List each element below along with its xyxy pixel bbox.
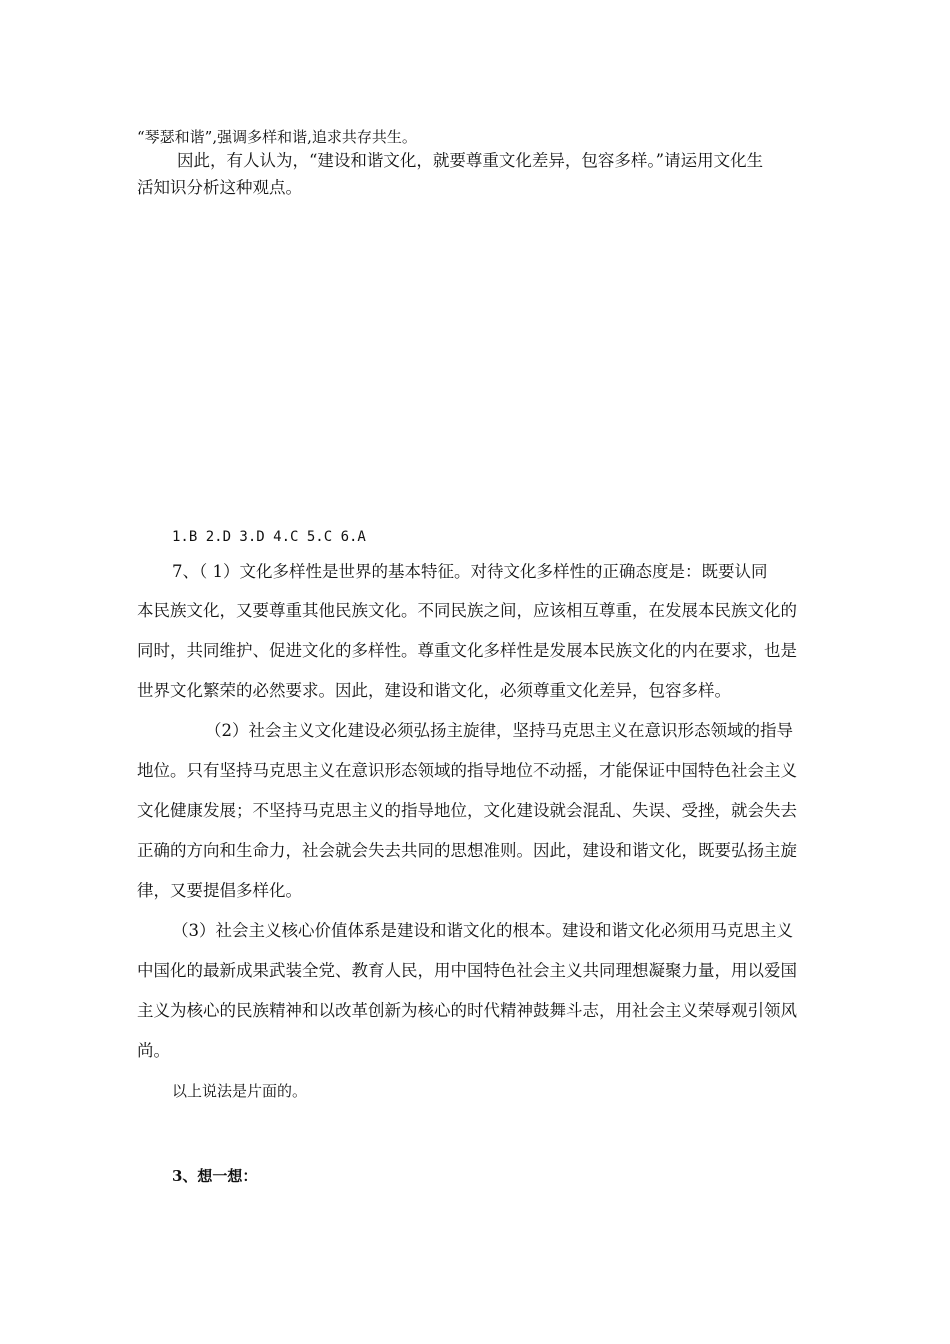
answer-conclusion: 以上说法是片面的。 <box>172 1082 308 1100</box>
answer-line: 中国化的最新成果武装全党、教育人民，用中国特色社会主义共同理想凝聚力量，用以爱国 <box>137 961 797 980</box>
question-line-2: 因此，有人认为，“建设和谐文化，就要尊重文化差异，包容多样。”请运用文化生 <box>177 151 764 170</box>
answer-line: （2）社会主义文化建设必须弘扬主旋律，坚持马克思主义在意识形态领域的指导 <box>205 721 793 740</box>
answer-line: 7、（ 1）文化多样性是世界的基本特征。对待文化多样性的正确态度是：既要认同 <box>172 562 768 581</box>
choice-answers: 1.B 2.D 3.D 4.C 5.C 6.A <box>172 529 366 545</box>
answer-line: 同时，共同维护、促进文化的多样性。尊重文化多样性是发展本民族文化的内在要求，也是 <box>137 641 797 660</box>
answer-line: 主义为核心的民族精神和以改革创新为核心的时代精神鼓舞斗志，用社会主义荣辱观引领风 <box>137 1001 797 1020</box>
answer-line: 世界文化繁荣的必然要求。因此，建设和谐文化，必须尊重文化差异，包容多样。 <box>137 681 731 700</box>
section-heading: 3、想一想： <box>172 1167 258 1185</box>
answer-line: 本民族文化，又要尊重其他民族文化。不同民族之间，应该相互尊重，在发展本民族文化的 <box>137 601 797 620</box>
answer-line: 尚。 <box>137 1041 170 1060</box>
answer-line: （3）社会主义核心价值体系是建设和谐文化的根本。建设和谐文化必须用马克思主义 <box>172 921 793 940</box>
answer-line: 正确的方向和生命力，社会就会失去共同的思想准则。因此，建设和谐文化，既要弘扬主旋 <box>137 841 797 860</box>
answer-line: 地位。只有坚持马克思主义在意识形态领域的指导地位不动摇，才能保证中国特色社会主义 <box>137 761 797 780</box>
question-line-1: “琴瑟和谐”,强调多样和谐,追求共存共生。 <box>137 128 417 146</box>
answer-line: 文化健康发展；不坚持马克思主义的指导地位，文化建设就会混乱、失误、受挫，就会失去 <box>137 801 797 820</box>
question-line-3: 活知识分析这种观点。 <box>137 178 302 197</box>
answer-line: 律，又要提倡多样化。 <box>137 881 302 900</box>
